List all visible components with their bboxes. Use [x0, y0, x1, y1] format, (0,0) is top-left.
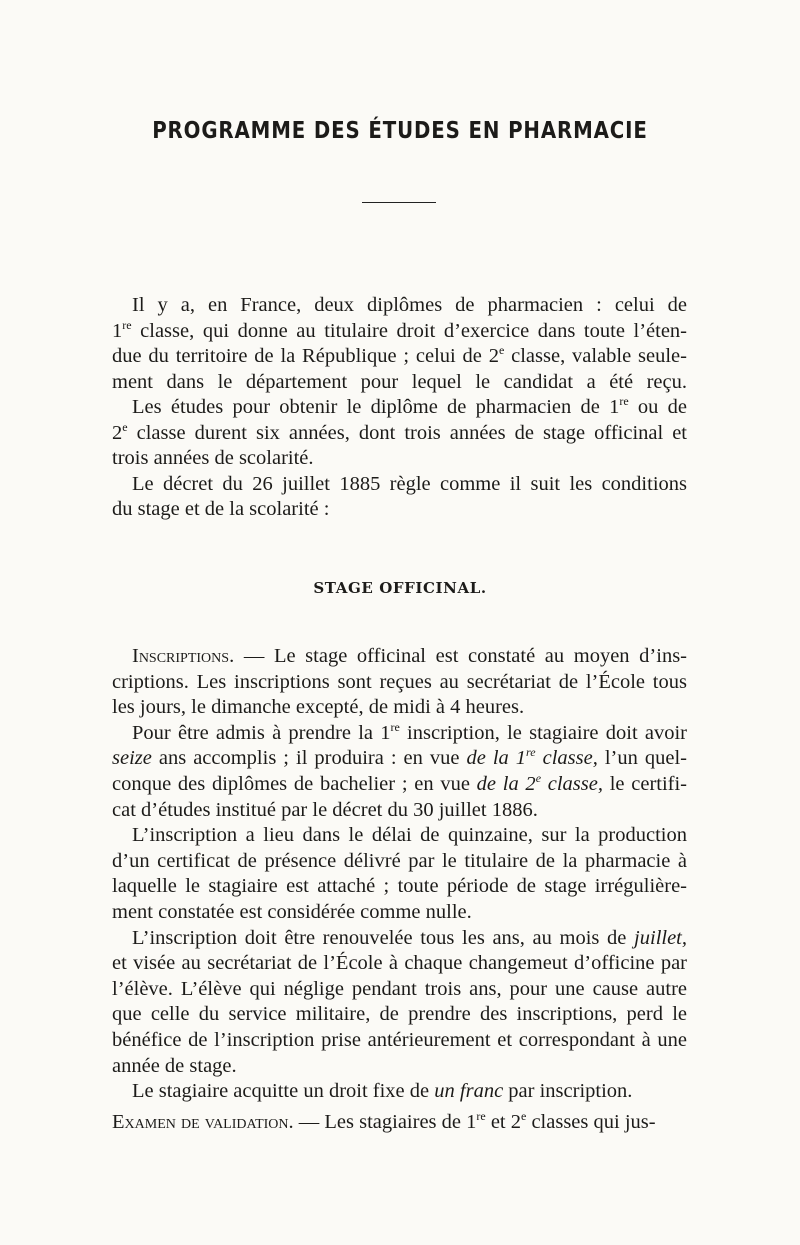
paragraph-droit: Le stagiaire acquitte un droit fixe de un franc par inscription.: [132, 1080, 633, 1103]
paragraph-etudes-end: trois années de scolarité.: [112, 447, 314, 470]
paragraph-diplomes: Il y a, en France, deux diplômes de pharmacien : celui de 1re classe, qui donne au titulaire droit d’exercice dans toute l’éten- due du territoire de la République ; celui de 2e classe, valable seule- ment dans le département pour lequel le candidat a été reçu.: [112, 294, 687, 393]
text-line: bénéfice de l’inscription prise antérieurement et correspondant à une: [112, 1028, 687, 1051]
stage-text: [112, 644, 687, 1135]
text-line: seize ans accomplis ; il produira : en vue de la 1re classe, l’un quel-: [112, 745, 687, 770]
title-divider: [362, 202, 436, 203]
run-in-heading: Examen de validation.: [112, 1110, 294, 1133]
text-line: que celle du service militaire, de prendre des inscriptions, perd le: [112, 1003, 687, 1026]
text-line: les jours, le dimanche excepté, de midi à 4 heures.: [112, 696, 525, 719]
paragraph-etudes: Les études pour obtenir le diplôme de pharmacien de 1re ou de 2e classe durent six années, dont trois années de stage officinal et: [112, 394, 687, 444]
text-line: et visée au secrétariat de l’École à chaque changemeut d’officine par: [112, 952, 687, 975]
text-line: année de stage.: [112, 1054, 237, 1077]
text-line: l’élève. L’élève qui néglige pendant trois ans, pour une cause autre: [112, 977, 687, 1000]
intro-text: [112, 293, 687, 395]
run-in-heading: Inscriptions.: [132, 645, 235, 667]
paragraph-decret: Le décret du 26 juillet 1885 règle comme il suit les conditions: [132, 472, 687, 495]
intro-text-2: [112, 395, 687, 523]
text-line: ment constatée est considérée comme nulle.: [112, 900, 472, 923]
paragraph-inscriptions: Inscriptions. — Le stage officinal est constaté au moyen d’ins-: [132, 645, 687, 667]
section-title: STAGE OFFICINAL.: [313, 579, 487, 597]
text-line: laquelle le stagiaire est attaché ; toute période de stage irrégulière-: [112, 875, 687, 898]
paragraph-renouvellement: L’inscription doit être renouvelée tous les ans, au mois de juillet,: [132, 926, 687, 949]
paragraph-delai: L’inscription a lieu dans le délai de quinzaine, sur la production: [132, 824, 687, 847]
text-line: d’un certificat de présence délivré par le titulaire de la pharmacie à: [112, 849, 687, 872]
text-line: criptions. Les inscriptions sont reçues au secrétariat de l’École tous: [112, 670, 687, 693]
text-line: cat d’études institué par le décret du 30 juillet 1886.: [112, 798, 538, 821]
paragraph-decret-end: du stage et de la scolarité :: [112, 498, 330, 521]
paragraph-examen: Examen de validation. — Les stagiaires de 1re et 2e classes qui jus-: [112, 1108, 656, 1133]
page-title: PROGRAMME DES ÉTUDES EN PHARMACIE: [152, 118, 648, 144]
text-line: conque des diplômes de bachelier ; en vue de la 2e classe, le certifi-: [112, 771, 688, 795]
paragraph-admission: Pour être admis à prendre la 1re inscription, le stagiaire doit avoir: [132, 719, 687, 744]
